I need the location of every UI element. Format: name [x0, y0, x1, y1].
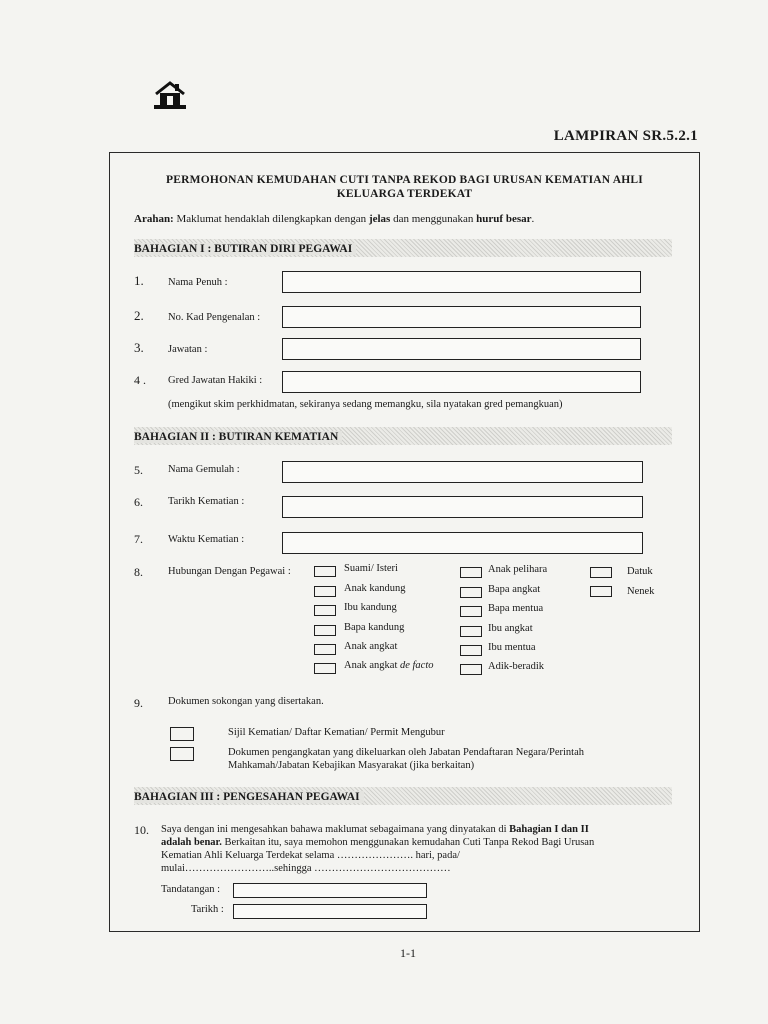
item5-label: Nama Gemulah :	[168, 464, 240, 475]
pengesahan-line2: adalah benar. Berkaitan itu, saya memohon menggunakan kemudahan Cuti Tanpa Rekod Bagi Urusan	[161, 837, 595, 848]
label-anak-angkat-de-facto: Anak angkat de facto	[344, 660, 434, 671]
item6-label: Tarikh Kematian :	[168, 496, 245, 507]
checkbox-datuk[interactable]	[590, 567, 612, 578]
waktu-kematian-field[interactable]	[282, 532, 643, 554]
item4-number: 4 .	[134, 373, 146, 387]
checkbox-sijil-kematian[interactable]	[170, 727, 194, 741]
tarikh-field[interactable]	[233, 904, 427, 919]
item10-number: 10.	[134, 823, 149, 837]
gred-note: (mengikut skim perkhidmatan, sekiranya sedang memangku, sila nyatakan gred pemangkuan)	[168, 399, 563, 410]
item2-number: 2.	[134, 308, 144, 323]
tandatangan-field[interactable]	[233, 883, 427, 898]
pengesahan-line3: Kematian Ahli Keluarga Terdekat selama …………………. hari, pada/	[161, 850, 460, 861]
checkbox-ibu-kandung[interactable]	[314, 605, 336, 616]
checkbox-bapa-mentua[interactable]	[460, 606, 482, 617]
checkbox-ibu-angkat[interactable]	[460, 626, 482, 637]
kad-pengenalan-field[interactable]	[282, 306, 641, 328]
item3-label: Jawatan :	[168, 344, 208, 355]
checkbox-dokumen-pengangkatan[interactable]	[170, 747, 194, 761]
item7-label: Waktu Kematian :	[168, 534, 245, 545]
gred-jawatan-field[interactable]	[282, 371, 641, 393]
jawatan-field[interactable]	[282, 338, 641, 360]
pengesahan-line1: Saya dengan ini mengesahkan bahawa maklumat sebagaimana yang dinyatakan di Bahagian I dan II	[161, 824, 589, 835]
item6-number: 6.	[134, 495, 143, 509]
checkbox-anak-kandung[interactable]	[314, 586, 336, 597]
label-anak-kandung: Anak kandung	[344, 583, 406, 594]
arahan-instruction: Arahan: Maklumat hendaklah dilengkapkan dengan jelas dan menggunakan huruf besar.	[134, 213, 535, 225]
item8-label: Hubungan Dengan Pegawai :	[168, 566, 291, 577]
checkbox-suami-isteri[interactable]	[314, 566, 336, 577]
label-sijil-kematian: Sijil Kematian/ Daftar Kematian/ Permit Mengubur	[228, 727, 445, 738]
page-number: 1-1	[400, 946, 416, 960]
label-bapa-kandung: Bapa kandung	[344, 622, 405, 633]
item9-label: Dokumen sokongan yang disertakan.	[168, 696, 324, 707]
item8-number: 8.	[134, 565, 143, 579]
label-dokumen-pengangkatan-1: Dokumen pengangkatan yang dikeluarkan oleh Jabatan Pendaftaran Negara/Perintah	[228, 747, 584, 758]
item5-number: 5.	[134, 463, 143, 477]
section3-heading: BAHAGIAN III : PENGESAHAN PEGAWAI	[134, 787, 672, 805]
checkbox-bapa-kandung[interactable]	[314, 625, 336, 636]
form-frame	[109, 152, 700, 932]
label-datuk: Datuk	[627, 566, 653, 577]
item3-number: 3.	[134, 340, 144, 355]
item9-number: 9.	[134, 696, 143, 710]
label-bapa-mentua: Bapa mentua	[488, 603, 544, 614]
item4-label: Gred Jawatan Hakiki :	[168, 375, 263, 386]
label-ibu-angkat: Ibu angkat	[488, 623, 533, 634]
label-dokumen-pengangkatan-2: Mahkamah/Jabatan Kebajikan Masyarakat (jika berkaitan)	[228, 760, 475, 771]
label-ibu-kandung: Ibu kandung	[344, 602, 397, 613]
tandatangan-label: Tandatangan :	[161, 884, 221, 895]
nama-penuh-field[interactable]	[282, 271, 641, 293]
item1-label: Nama Penuh :	[168, 277, 228, 288]
checkbox-anak-angkat[interactable]	[314, 644, 336, 655]
house-logo-icon	[153, 80, 187, 110]
label-bapa-angkat: Bapa angkat	[488, 584, 541, 595]
form-title-line1: PERMOHONAN KEMUDAHAN CUTI TANPA REKOD BAGI URUSAN KEMATIAN AHLI	[166, 174, 643, 186]
checkbox-adik-beradik[interactable]	[460, 664, 482, 675]
label-anak-pelihara: Anak pelihara	[488, 564, 548, 575]
form-title-line2: KELUARGA TERDEKAT	[336, 188, 473, 200]
item7-number: 7.	[134, 532, 143, 546]
section2-heading: BAHAGIAN II : BUTIRAN KEMATIAN	[134, 427, 672, 445]
item2-label: No. Kad Pengenalan :	[168, 312, 261, 323]
item1-number: 1.	[134, 273, 144, 288]
tarikh-label: Tarikh :	[191, 904, 224, 915]
label-nenek: Nenek	[627, 586, 655, 597]
label-ibu-mentua: Ibu mentua	[488, 642, 536, 653]
checkbox-ibu-mentua[interactable]	[460, 645, 482, 656]
pengesahan-line4: mulai……………………..sehingga …………………………………	[161, 863, 451, 874]
label-adik-beradik: Adik-beradik	[488, 661, 544, 672]
section1-heading: BAHAGIAN I : BUTIRAN DIRI PEGAWAI	[134, 239, 672, 257]
checkbox-anak-pelihara[interactable]	[460, 567, 482, 578]
tarikh-kematian-field[interactable]	[282, 496, 643, 518]
label-anak-angkat: Anak angkat	[344, 641, 398, 652]
checkbox-anak-angkat-de-facto[interactable]	[314, 663, 336, 674]
label-suami-isteri: Suami/ Isteri	[344, 563, 398, 574]
nama-gemulah-field[interactable]	[282, 461, 643, 483]
lampiran-code: LAMPIRAN SR.5.2.1	[553, 128, 698, 144]
checkbox-nenek[interactable]	[590, 586, 612, 597]
checkbox-bapa-angkat[interactable]	[460, 587, 482, 598]
